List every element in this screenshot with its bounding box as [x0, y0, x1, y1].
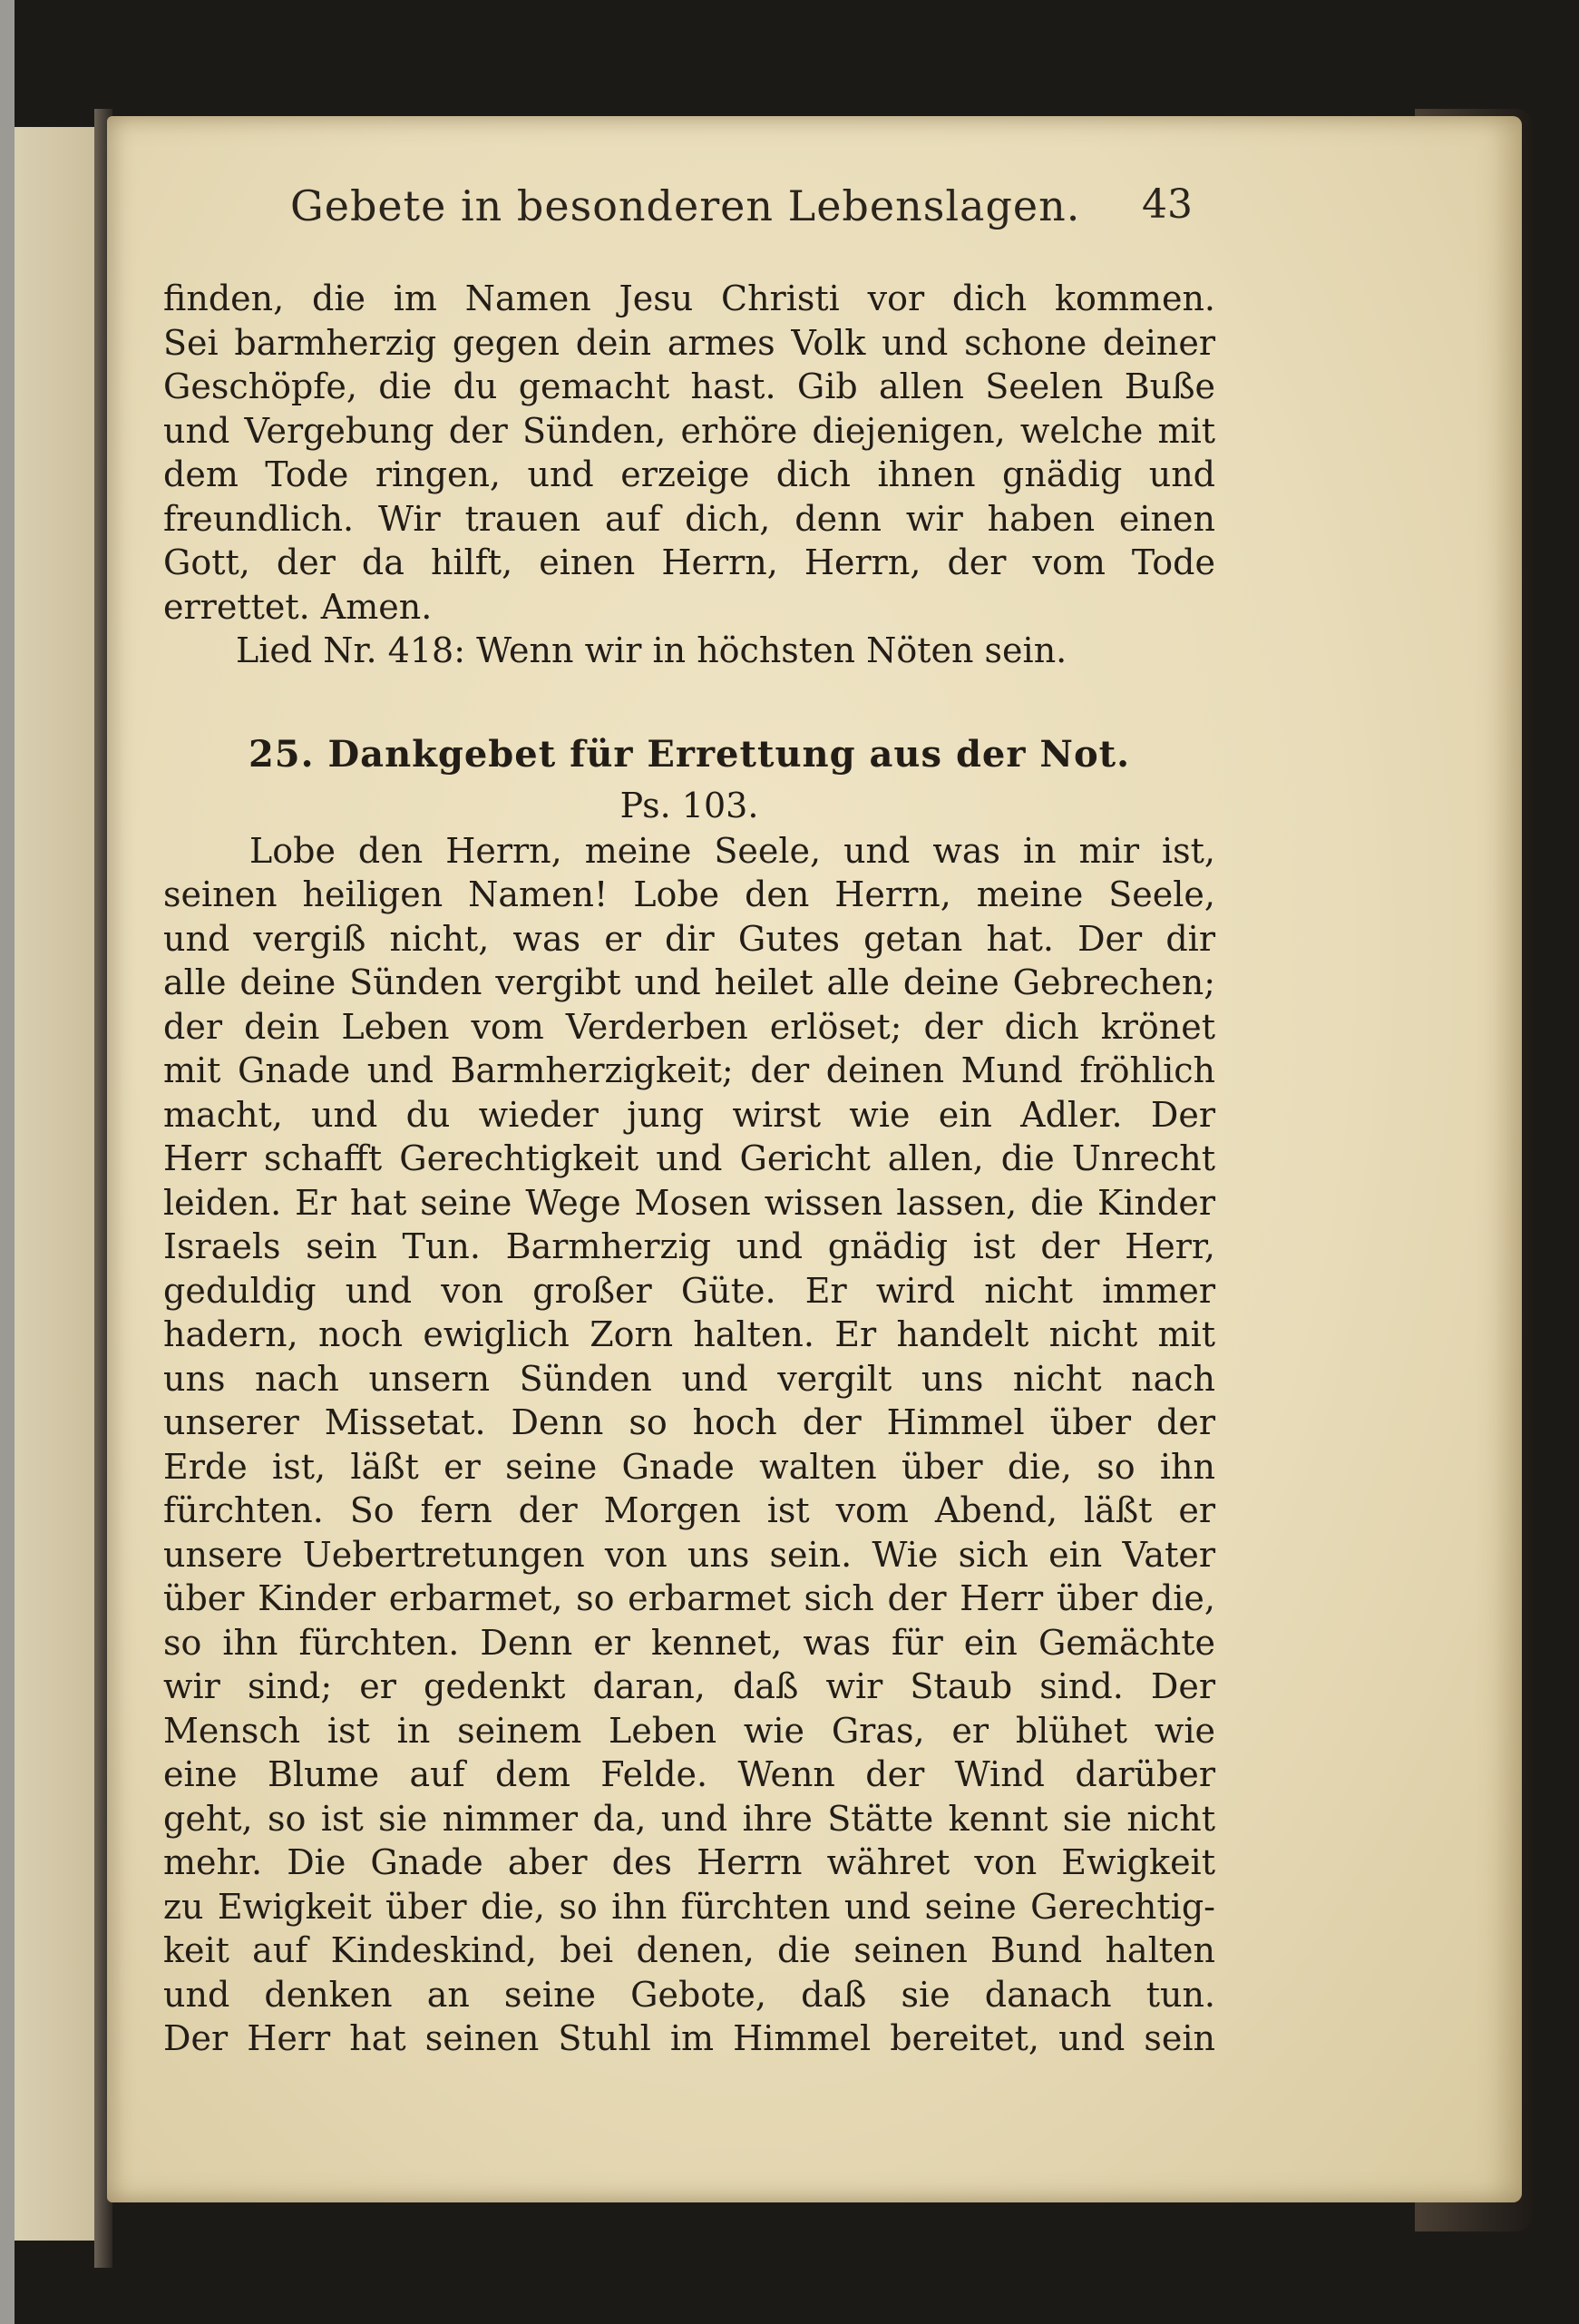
- text-line: Israels sein Tun. Barmherzig und gnädig ist der Herr,: [163, 1226, 1215, 1266]
- text-line: mit Gnade und Barmherzigkeit; der deinen Mund fröhlich: [163, 1050, 1215, 1090]
- section-spacer: [163, 673, 1215, 727]
- psalm-reference: Ps. 103.: [619, 785, 759, 825]
- text-line: geht, so ist sie nimmer da, und ihre Stätte kennt sie nicht: [163, 1798, 1215, 1839]
- text-line: geduldig und von großer Güte. Er wird nicht immer: [163, 1270, 1215, 1311]
- text-line: Mensch ist in seinem Leben wie Gras, er blühet wie: [163, 1710, 1215, 1751]
- text-line: unserer Missetat. Denn so hoch der Himmel über der: [163, 1402, 1215, 1442]
- text-line: Sei barmherzig gegen dein armes Volk und schone deiner: [163, 322, 1215, 363]
- prayer-continuation: [163, 277, 1215, 629]
- section-heading: 25. Dankgebet für Errettung aus der Not.: [248, 732, 1131, 776]
- text-line: und denken an seine Gebote, daß sie danach tun.: [163, 1974, 1215, 2015]
- text-line: keit auf Kindeskind, bei denen, die seinen Bund halten: [163, 1930, 1215, 1970]
- page-number: 43: [1142, 181, 1193, 228]
- text-line: Der Herr hat seinen Stuhl im Himmel bereitet, und sein: [163, 2018, 1215, 2058]
- hymn-reference: Lied Nr. 418: Wenn wir in höchsten Nöten sein.: [236, 630, 1067, 670]
- text-line: freundlich. Wir trauen auf dich, denn wir haben einen: [163, 498, 1215, 539]
- text-line: Herr schafft Gerechtigkeit und Gericht allen, die Unrecht: [163, 1138, 1215, 1178]
- text-line: alle deine Sünden vergibt und heilet alle deine Gebrechen;: [163, 962, 1215, 1002]
- psalm-text: [163, 829, 1215, 2061]
- text-line: Erde ist, läßt er seine Gnade walten über die, so ihn: [163, 1446, 1215, 1487]
- text-line: macht, und du wieder jung wirst wie ein Adler. Der: [163, 1094, 1215, 1135]
- text-line: finden, die im Namen Jesu Christi vor dich kommen.: [163, 278, 1215, 318]
- text-line: dem Tode ringen, und erzeige dich ihnen gnädig und: [163, 454, 1215, 494]
- text-line: wir sind; er gedenkt daran, daß wir Staub sind. Der: [163, 1666, 1215, 1706]
- facing-page-edge: [15, 127, 98, 2241]
- text-line: der dein Leben vom Verderben erlöset; der dich krönet: [163, 1006, 1215, 1047]
- text-line: seinen heiligen Namen! Lobe den Herrn, meine Seele,: [163, 874, 1215, 914]
- running-title: Gebete in besonderen Lebenslagen.: [290, 181, 1081, 230]
- text-line: fürchten. So fern der Morgen ist vom Abend, läßt er: [163, 1490, 1215, 1530]
- text-line: unsere Uebertretungen von uns sein. Wie sich ein Vater: [163, 1534, 1215, 1575]
- text-line: und Vergebung der Sünden, erhöre diejenigen, welche mit: [163, 410, 1215, 451]
- text-line: zu Ewigkeit über die, so ihn fürchten und seine Gerechtig-: [163, 1886, 1215, 1927]
- text-line: errettet. Amen.: [163, 586, 433, 627]
- text-line: Lobe den Herrn, meine Seele, und was in mir ist,: [249, 830, 1215, 871]
- text-line: und vergiß nicht, was er dir Gutes getan hat. Der dir: [163, 918, 1215, 959]
- text-line: so ihn fürchten. Denn er kennet, was für ein Gemächte: [163, 1622, 1215, 1663]
- text-line: hadern, noch ewiglich Zorn halten. Er handelt nicht mit: [163, 1314, 1215, 1354]
- page-text: [163, 277, 1215, 2061]
- text-line: leiden. Er hat seine Wege Mosen wissen lassen, die Kinder: [163, 1182, 1215, 1223]
- text-line: eine Blume auf dem Felde. Wenn der Wind darüber: [163, 1754, 1215, 1794]
- text-line: Gott, der da hilft, einen Herrn, Herrn, der vom Tode: [163, 542, 1215, 582]
- page-header: [181, 181, 1193, 245]
- text-line: uns nach unsern Sünden und vergilt uns nicht nach: [163, 1358, 1215, 1399]
- text-line: über Kinder erbarmet, so erbarmet sich der Herr über die,: [163, 1578, 1215, 1618]
- scan-background-edge: [0, 0, 15, 2324]
- text-line: Geschöpfe, die du gemacht hast. Gib allen Seelen Buße: [163, 366, 1215, 406]
- text-line: mehr. Die Gnade aber des Herrn währet von Ewigkeit: [163, 1842, 1215, 1882]
